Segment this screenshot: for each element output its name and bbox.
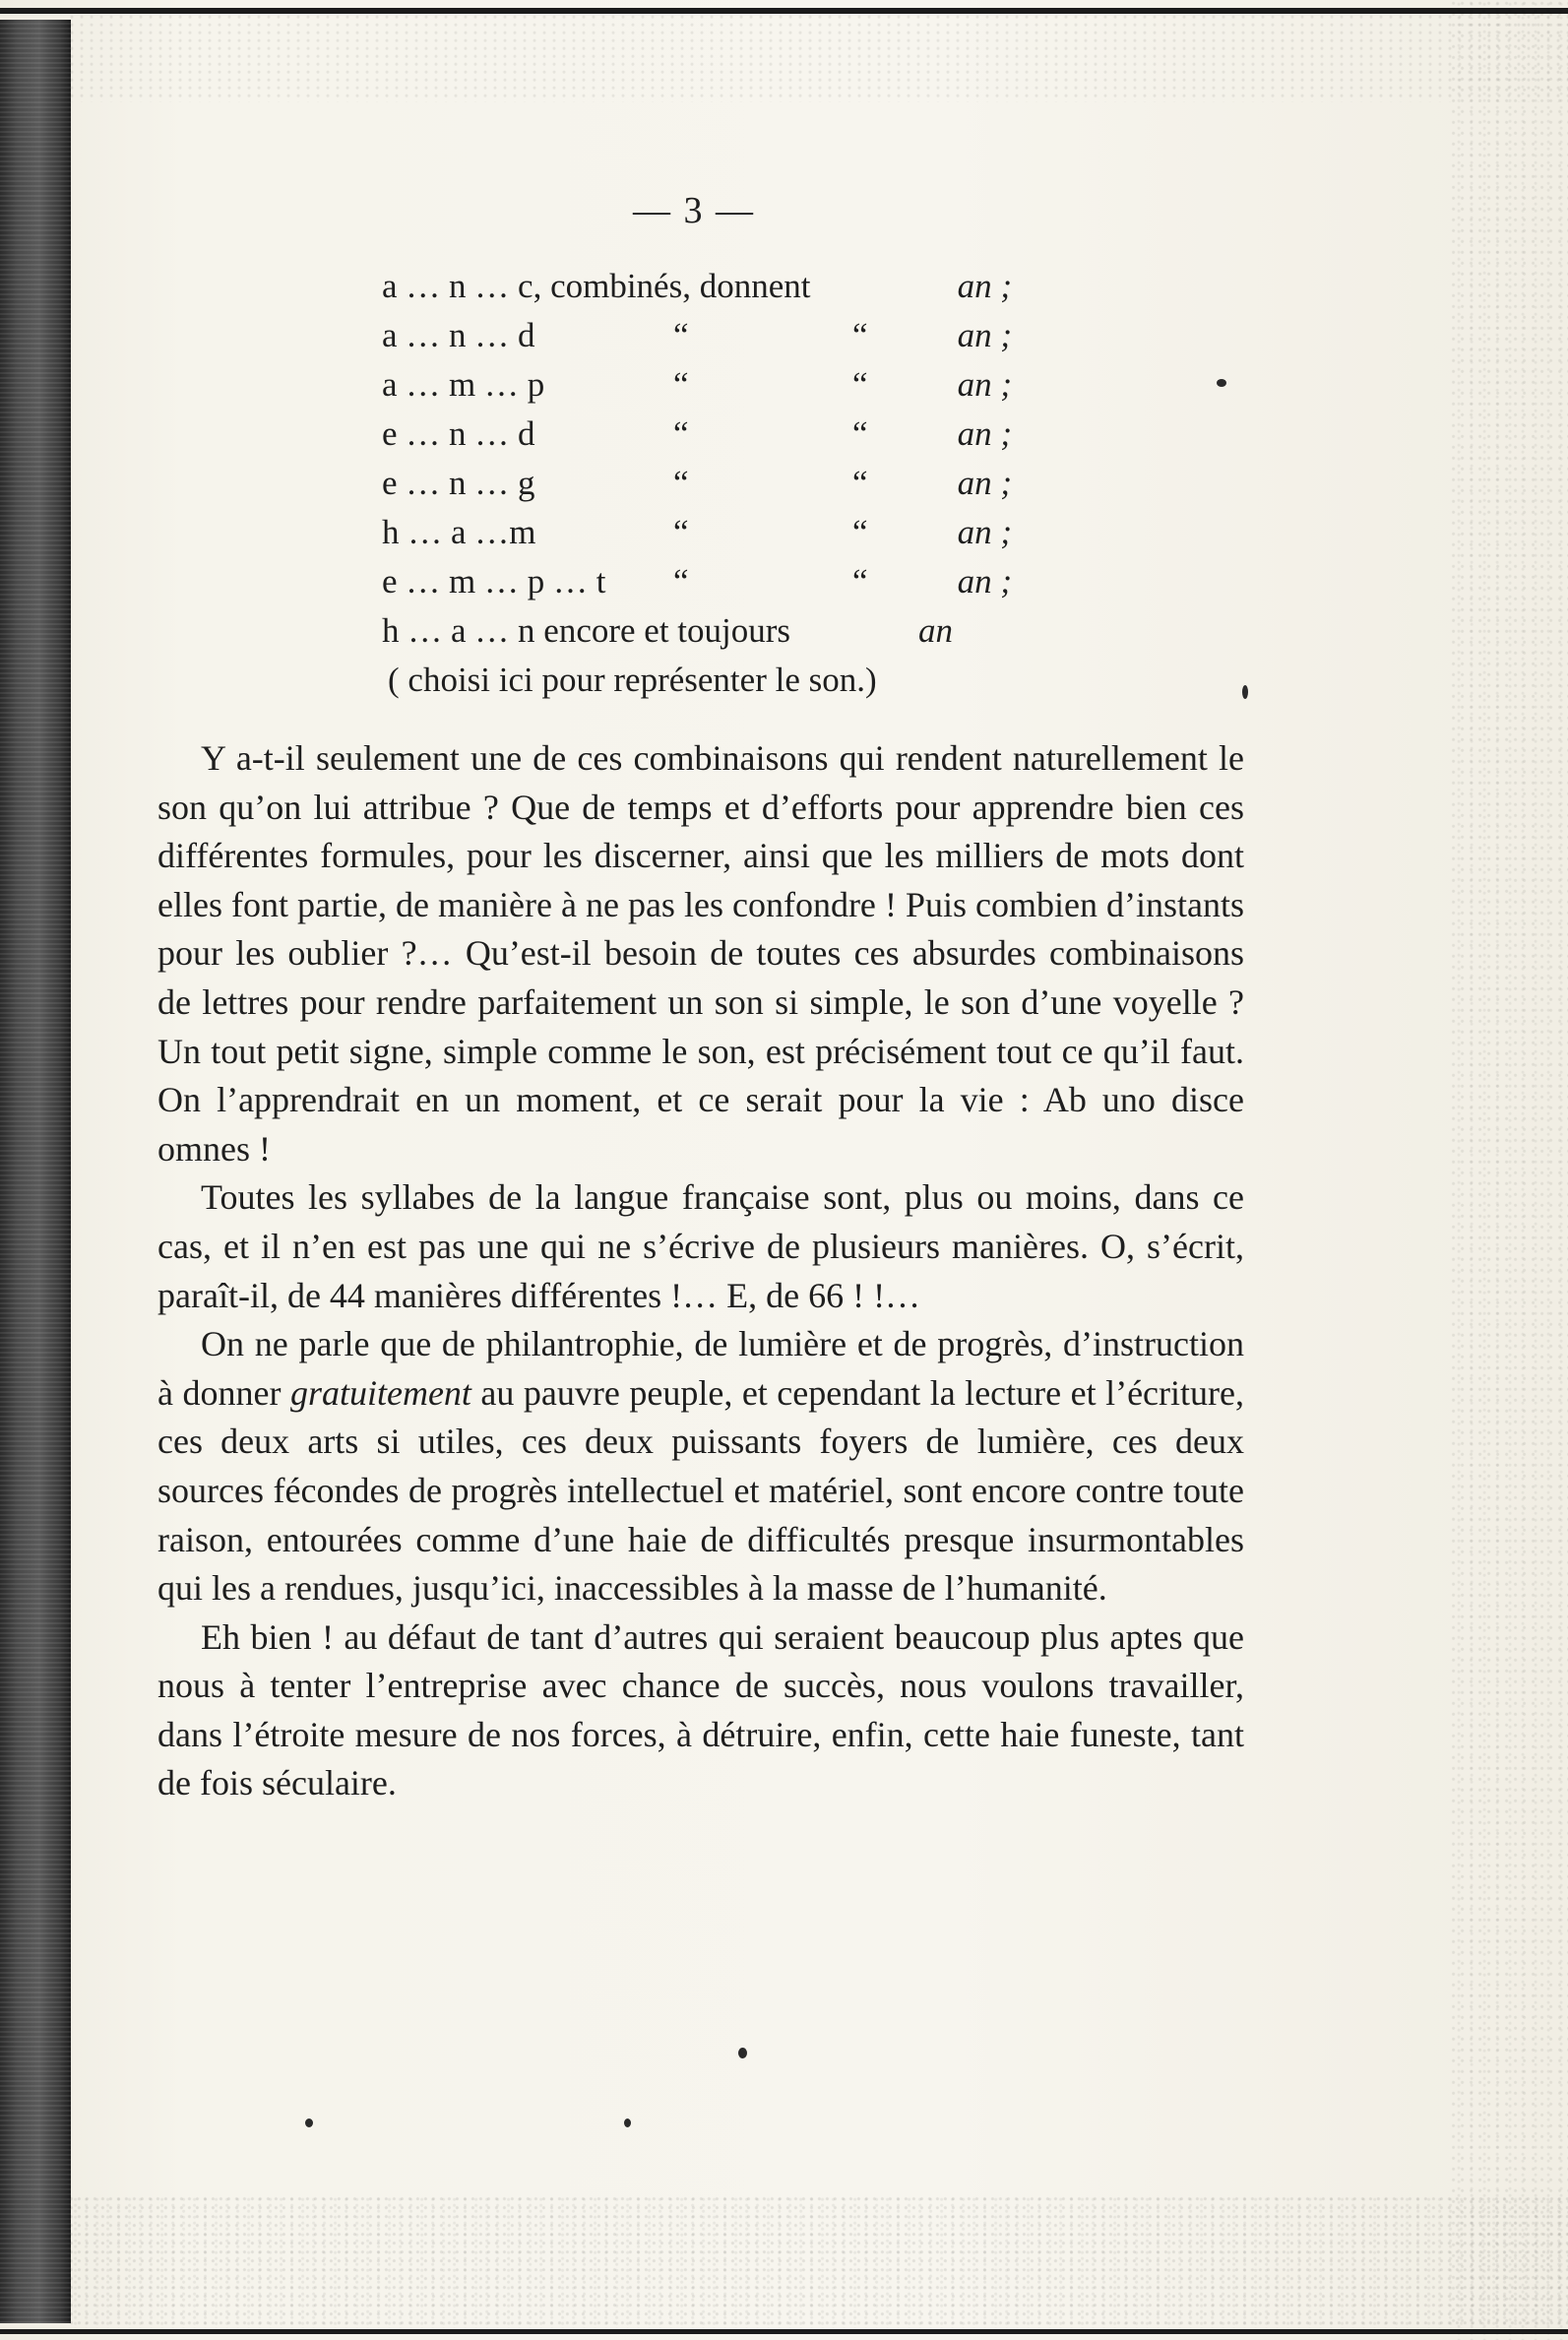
ditto-mark: “ bbox=[673, 562, 689, 601]
combination-letters: a … n … d bbox=[382, 316, 535, 354]
book-binding-edge bbox=[0, 20, 71, 2323]
paragraph: Eh bien ! au défaut de tant d’autres qui seraient beaucoup plus aptes que nous à tenter l’entreprise avec chance de succès, nous voulons travailler, dans l’étroite mesure de nos forces, à détruire, enfin, cette haie funeste, tant de fois séculaire. bbox=[157, 1616, 1244, 1803]
ditto-mark: “ bbox=[852, 562, 868, 601]
combination-letters: e … m … p … t bbox=[382, 562, 606, 601]
combination-letters: a … n … c, combinés, donnent bbox=[382, 267, 811, 305]
combination-final-row bbox=[382, 606, 1012, 656]
ink-speck bbox=[1242, 685, 1248, 699]
combination-row bbox=[382, 459, 1012, 508]
combination-result: an ; bbox=[957, 562, 1012, 601]
combination-result: an ; bbox=[957, 316, 1012, 354]
paragraph-text: On ne parle que de philantrophie, de lumière et de progrès, d’instruction à donner bbox=[157, 1324, 1244, 1413]
combination-result: an ; bbox=[957, 464, 1012, 502]
bottom-speckle-texture bbox=[69, 2195, 1568, 2328]
paragraph-text: au pauvre peuple, et cependant la lecture et l’écriture, ces deux arts si utiles, ces deux puissants foyers de lumière, ces deux sources fécondes de progrès intellectuel et matériel, sont encore contre toute raison, entourées comme d’une haie de difficultés presque insurmontables qui les a rendues, jusqu’ici, inaccessibles à la masse de l’humanité. bbox=[157, 1372, 1244, 1609]
paragraph: Toutes les syllabes de la langue française sont, plus ou moins, dans ce cas, et il n’en est pas une qui ne s’écrive de plusieurs manières. O, s’écrit, paraît-il, de 44 manières différentes !… E, de 66 ! !… bbox=[157, 1177, 1244, 1315]
combination-result: an ; bbox=[957, 513, 1012, 551]
ditto-mark: “ bbox=[852, 513, 868, 551]
paragraph: Y a-t-il seulement une de ces combinaisons qui rendent naturellement le son qu’on lui attribue ? Que de temps et d’efforts pour apprendre bien ces différentes formules, pour les discerner, ainsi que les milliers de mots dont elles font partie, de manière à ne pas les confondre ! Puis combien d’instants pour les oublier ?… Qu’est-il besoin de toutes ces absurdes combinaisons de lettres pour rendre parfaitement un son si simple, le son d’une voyelle ? Un tout petit signe, simple comme le son, est précisément tout ce qu’il faut. On l’apprendrait en un moment, et ce serait pour la vie : Ab uno disce omnes ! bbox=[157, 738, 1244, 1169]
combination-letters: h … a …m bbox=[382, 513, 536, 551]
combination-row bbox=[382, 410, 1012, 459]
combination-letters: h … a … n encore et toujours bbox=[382, 611, 791, 650]
combination-result: an ; bbox=[957, 267, 1012, 305]
combination-note: ( choisi ici pour représenter le son.) bbox=[388, 661, 877, 699]
page-number: — 3 — bbox=[633, 190, 755, 231]
ink-speck bbox=[738, 2048, 747, 2058]
combinations-table bbox=[382, 262, 1012, 705]
paragraph bbox=[157, 1320, 1244, 1613]
combination-letters: e … n … g bbox=[382, 464, 535, 502]
combination-letters: a … m … p bbox=[382, 365, 545, 404]
combination-row bbox=[382, 508, 1012, 557]
combination-row bbox=[382, 557, 1012, 606]
right-speckle-texture bbox=[1450, 0, 1568, 2340]
combination-result: an bbox=[918, 611, 953, 650]
ink-speck bbox=[624, 2119, 631, 2127]
bottom-border-rule bbox=[0, 2329, 1568, 2334]
combination-letters: e … n … d bbox=[382, 414, 535, 453]
combination-result: an ; bbox=[957, 414, 1012, 453]
ink-speck bbox=[305, 2119, 313, 2127]
ditto-mark: “ bbox=[673, 316, 689, 354]
ditto-mark: “ bbox=[673, 464, 689, 502]
combination-row bbox=[382, 262, 1012, 311]
ditto-mark: “ bbox=[673, 365, 689, 404]
combination-result: an ; bbox=[957, 365, 1012, 404]
ditto-mark: “ bbox=[852, 365, 868, 404]
ditto-mark: “ bbox=[673, 513, 689, 551]
combination-row bbox=[382, 360, 1012, 410]
top-speckle-texture bbox=[69, 14, 1568, 102]
ditto-mark: “ bbox=[673, 414, 689, 453]
ink-speck bbox=[1217, 379, 1226, 387]
ditto-mark: “ bbox=[852, 316, 868, 354]
combination-row bbox=[382, 311, 1012, 360]
ditto-mark: “ bbox=[852, 464, 868, 502]
ditto-mark: “ bbox=[852, 414, 868, 453]
body-text bbox=[157, 734, 1244, 1808]
emphasized-word: gratuitement bbox=[289, 1372, 471, 1413]
